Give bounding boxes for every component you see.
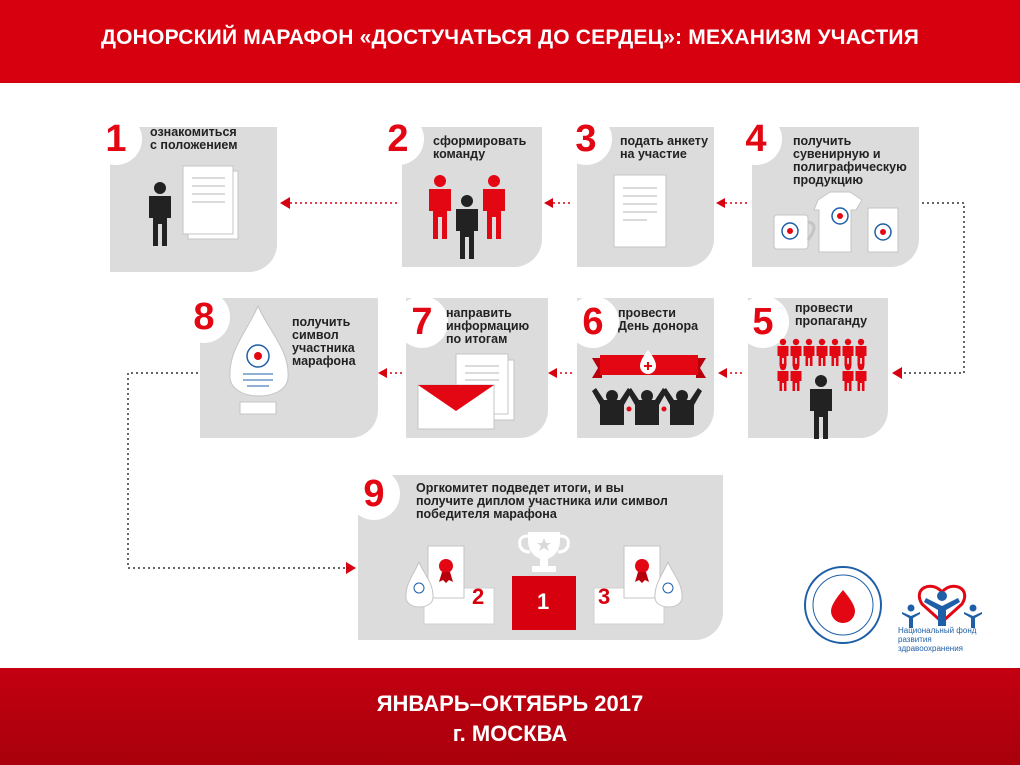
footer-dates: ЯНВАРЬ–ОКТЯБРЬ 2017 [376,691,644,716]
step-2-label: сформировать команду [433,134,527,161]
connector-7-8 [378,368,404,378]
podium-third-number: 3 [598,584,611,609]
document-icon [183,166,238,239]
marathon-logo [805,567,881,643]
connector-6-7 [548,368,574,378]
diploma-award-left-icon [406,546,464,607]
participant-award-icon [230,306,288,414]
podium-first-number: 1 [537,589,550,614]
footer-banner [0,668,1020,765]
footer-city: г. МОСКВА [452,721,568,746]
step-6-number: 6 [567,296,619,348]
step-8-label: получить символ участника марафона [292,315,356,368]
step-5-number: 5 [737,296,789,348]
step-3-label: подать анкету на участие [620,134,709,161]
step-9-label: Оргкомитет подведет итоги, и вы получите диплом участника или символ победителя марафона [416,481,668,521]
step-3-number: 3 [560,113,612,165]
connector-5-6 [718,368,745,378]
connector-3-4 [716,198,748,208]
step-1-number: 1 [90,113,142,165]
souvenir-icon [774,192,898,252]
page-title: ДОНОРСКИЙ МАРАФОН «ДОСТУЧАТЬСЯ ДО СЕРДЕЦ»: МЕХАНИЗМ УЧАСТИЯ [100,26,919,49]
podium-second-number: 2 [472,584,485,609]
step-4-number: 4 [730,113,782,165]
step-1-label: ознакомиться с положением [150,125,238,152]
step-7-number: 7 [396,296,448,348]
speaker-person-icon [810,375,832,439]
step-5-label: провести пропаганду [795,301,868,328]
donor-day-banner-icon [592,350,706,378]
cheering-people-icon [592,388,702,425]
step-9-number: 9 [348,468,400,520]
step-4-label: получить сувенирную и полиграфическую продукцию [793,134,907,187]
national-fund-logo [902,586,982,628]
team-icon [429,175,505,259]
step-2-number: 2 [372,113,424,165]
step-8-number: 8 [178,291,230,343]
step-7-label: направить информацию по итогам [446,306,530,346]
envelope-icon [418,385,494,429]
trophy-icon [520,532,569,572]
application-form-icon [614,175,666,247]
person-icon [149,182,171,246]
step-6-label: провести День донора [618,306,699,333]
connector-4-5 [892,203,964,379]
connector-2-3 [544,198,572,208]
diploma-award-right-icon [624,546,682,607]
national-fund-logo-text: Национальный фонд развития здравоохранения [898,626,977,653]
connector-1-2 [280,197,398,209]
